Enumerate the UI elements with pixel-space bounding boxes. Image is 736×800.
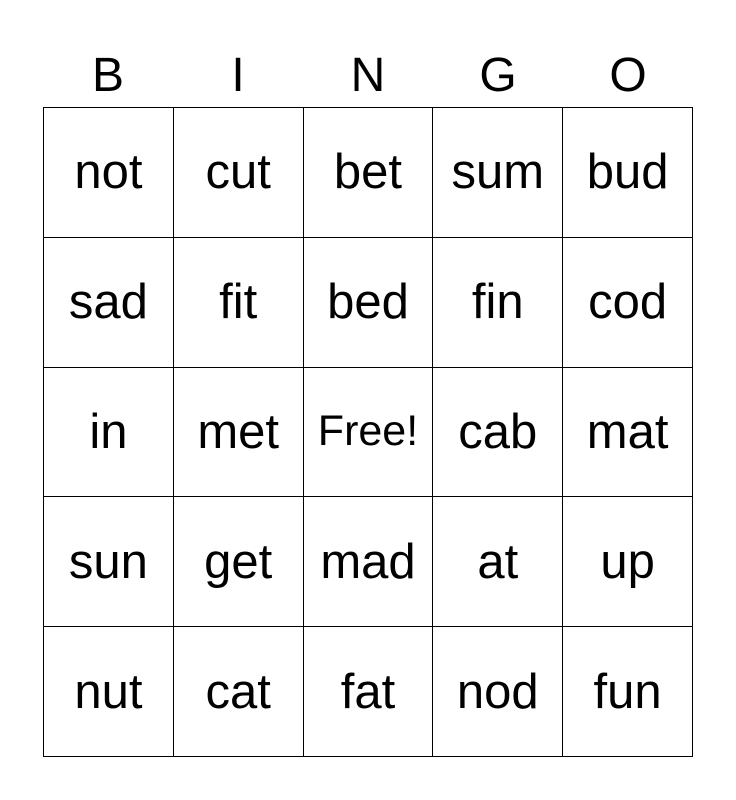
- bingo-cell-r2-c3[interactable]: bed: [304, 238, 434, 368]
- bingo-cell-r3-c5[interactable]: mat: [563, 368, 693, 498]
- header-letter-i: I: [231, 49, 245, 102]
- header-letter-g: G: [479, 49, 517, 102]
- bingo-cell-r2-c1[interactable]: sad: [44, 238, 174, 368]
- bingo-free-space[interactable]: Free!: [304, 368, 434, 498]
- bingo-cell-r1-c4[interactable]: sum: [433, 108, 563, 238]
- bingo-cell-r4-c2[interactable]: get: [174, 497, 304, 627]
- bingo-cell-r3-c4[interactable]: cab: [433, 368, 563, 498]
- bingo-cell-r5-c2[interactable]: cat: [174, 627, 304, 757]
- bingo-cell-r1-c5[interactable]: bud: [563, 108, 693, 238]
- header-letter-o: O: [609, 49, 647, 102]
- bingo-cell-r5-c3[interactable]: fat: [304, 627, 434, 757]
- bingo-cell-r4-c4[interactable]: at: [433, 497, 563, 627]
- bingo-cell-r3-c2[interactable]: met: [174, 368, 304, 498]
- bingo-cell-r4-c1[interactable]: sun: [44, 497, 174, 627]
- bingo-header: [43, 46, 693, 106]
- bingo-cell-r2-c5[interactable]: cod: [563, 238, 693, 368]
- bingo-cell-r4-c3[interactable]: mad: [304, 497, 434, 627]
- bingo-cell-r5-c5[interactable]: fun: [563, 627, 693, 757]
- bingo-cell-r4-c5[interactable]: up: [563, 497, 693, 627]
- bingo-cell-r5-c4[interactable]: nod: [433, 627, 563, 757]
- bingo-cell-r1-c2[interactable]: cut: [174, 108, 304, 238]
- bingo-cell-r2-c2[interactable]: fit: [174, 238, 304, 368]
- header-letter-b: B: [91, 49, 124, 102]
- bingo-board: [43, 107, 693, 757]
- header-letter-n: N: [350, 49, 386, 102]
- bingo-cell-r1-c1[interactable]: not: [44, 108, 174, 238]
- bingo-cell-r3-c1[interactable]: in: [44, 368, 174, 498]
- bingo-cell-r2-c4[interactable]: fin: [433, 238, 563, 368]
- bingo-cell-r1-c3[interactable]: bet: [304, 108, 434, 238]
- bingo-cell-r5-c1[interactable]: nut: [44, 627, 174, 757]
